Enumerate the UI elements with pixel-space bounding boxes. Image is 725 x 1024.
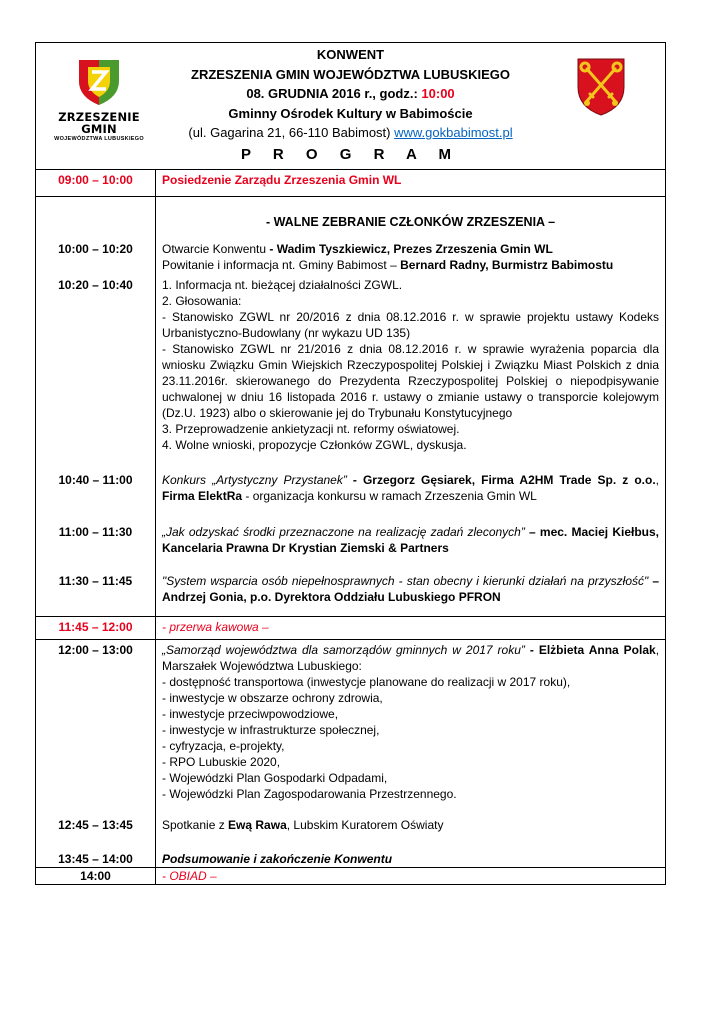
row-coffee-break: [36, 617, 666, 640]
curator-name: Ewą Rawa: [228, 818, 287, 832]
opening-speaker: - Wadim Tyszkiewicz, Prezes Zrzeszenia Gmin WL: [269, 242, 553, 256]
item-opening: [162, 241, 659, 277]
agenda-point: 1. Informacja nt. bieżącej działalności ZGWL.: [162, 278, 403, 292]
list-item: - RPO Lubuskie 2020,: [162, 755, 281, 769]
contest-speaker: - Grzegorz Gęsiarek, Firma A2HM Trade Sp. z o.o.: [352, 473, 656, 487]
list-item: - inwestycje przeciwpowodziowe,: [162, 707, 339, 721]
item-text: Posiedzenie Zarządu Zrzeszenia Gmin WL: [156, 170, 666, 197]
time-column-cell: [36, 197, 156, 617]
header-cell: [36, 43, 666, 170]
item-text: - OBIAD –: [156, 868, 666, 885]
start-time: 10:00: [421, 86, 455, 101]
agenda-point: 2. Głosowania:: [162, 294, 242, 308]
curator-text: Spotkanie z: [162, 818, 229, 832]
item-funds: [162, 524, 659, 573]
program-title: P R O G R A M: [241, 145, 460, 163]
agenda-point: 3. Przeprowadzenie ankietyzacji nt. reformy oświatowej.: [162, 422, 460, 436]
time-cell: 09:00 – 10:00: [36, 170, 156, 197]
babimost-coat-of-arms: [576, 57, 626, 121]
coat-of-arms-keys-icon: [576, 57, 626, 117]
curator-role: , Lubskim Kuratorem Oświaty: [286, 818, 444, 832]
funds-title: „Jak odzyskać środki przeznaczone na realizację zadań zleconych”: [162, 525, 530, 539]
time-cell: 11:00 – 11:30: [58, 525, 133, 539]
time-cell: 11:45 – 12:00: [36, 617, 156, 640]
time-cell: 10:20 – 10:40: [58, 278, 133, 292]
agenda-point: - Stanowisko ZGWL nr 20/2016 z dnia 08.12.2016 r. w sprawie projektu ustawy Kodeks Urbanistyczno-Budowlany (nr wykazu UD 135): [162, 310, 660, 340]
item-disability: [162, 573, 659, 605]
list-item: - Wojewódzki Plan Zagospodarowania Przestrzennego.: [162, 787, 457, 801]
address-text: (ul. Gagarina 21, 66-110 Babimost): [188, 125, 395, 140]
time-cell: 10:40 – 11:00: [58, 473, 133, 487]
time-cell: 11:30 – 11:45: [58, 574, 133, 588]
logo-name: ZRZESZENIE GMIN: [58, 110, 140, 136]
time-cell: 10:00 – 10:20: [58, 242, 133, 256]
time-column-cell: [36, 640, 156, 868]
row-voivodeship: [36, 640, 666, 868]
agenda-point: - Stanowisko ZGWL nr 21/2016 z dnia 08.12.2016 r. w sprawie wyrażenia poparcia dla wniosku Związku Gmin Wiejskich Rzeczypospolitej Polskiej i Związku Miast Polskich z dnia 23.11.2016r. skierowanego do Prezydenta Rzeczypospolitej Polskiej o niepodpisywanie uchwalonej w dniu 16 listopada 2016 r. ustawy o zmianie ustawy o transporcie kolejowym (Dz.U. 1923) albo o skierowanie jej do Trybunału Konstytucyjnego: [162, 342, 660, 420]
funds-speaker: – mec. Maciej Kiełbus, Kancelaria Prawna Dr Krystian Ziemski & Partners: [162, 525, 660, 555]
disability-speaker: – Andrzej Gonia, p.o. Dyrektora Oddziału Lubuskiego PFRON: [162, 574, 660, 604]
time-cell: 14:00: [36, 868, 156, 885]
item-text: - przerwa kawowa –: [156, 617, 666, 640]
item-curator: [162, 817, 659, 851]
row-lunch: [36, 868, 666, 885]
list-item: - dostępność transportowa (inwestycje planowane do realizacji w 2017 roku),: [162, 675, 571, 689]
header-row: [36, 43, 666, 170]
program-document: [35, 42, 665, 885]
item-marshal: [162, 642, 659, 817]
contest-desc: - organizacja konkursu w ramach Zrzeszenia Gmin WL: [242, 489, 537, 503]
marshal-role: , Marszałek Województwa Lubuskiego:: [162, 643, 660, 673]
zgwl-logo: [44, 57, 154, 143]
marshal-speaker: - Elżbieta Anna Polak: [529, 643, 656, 657]
header-venue: Gminny Ośrodek Kultury w Babimoście: [228, 105, 473, 121]
list-item: - inwestycje w obszarze ochrony zdrowia,: [162, 691, 383, 705]
zgwl-shield-icon: [76, 57, 122, 107]
summary-text: Podsumowanie i zakończenie Konwentu: [162, 852, 393, 866]
contest-company: Firma ElektRa: [162, 489, 243, 503]
time-cell: 12:00 – 13:00: [58, 643, 133, 657]
item-contest: [162, 472, 659, 524]
program-table: [35, 42, 666, 885]
row-zarzad: [36, 170, 666, 197]
time-cell: 13:45 – 14:00: [58, 852, 133, 866]
list-item: - cyfryzacja, e-projekty,: [162, 739, 285, 753]
row-walne: [36, 197, 666, 617]
website-link[interactable]: www.gokbabimost.pl: [394, 125, 513, 140]
list-item: - inwestycje w infrastrukturze społecznej,: [162, 723, 380, 737]
content-column-cell: [156, 640, 666, 868]
welcome-text: Powitanie i informacja nt. Gminy Babimost –: [162, 258, 401, 272]
opening-text: Otwarcie Konwentu: [162, 242, 270, 256]
item-summary: [162, 851, 659, 867]
header-line-2: ZRZESZENIA GMIN WOJEWÓDZTWA LUBUSKIEGO: [191, 66, 510, 82]
contest-sep: ,: [655, 473, 660, 487]
item-agenda: [162, 277, 659, 472]
agenda-point: 4. Wolne wnioski, propozycje Członków ZGWL, dyskusja.: [162, 438, 467, 452]
marshal-title: „Samorząd województwa dla samorządów gminnych w 2017 roku”: [162, 643, 530, 657]
time-cell: 12:45 – 13:45: [58, 818, 133, 832]
list-item: - Wojewódzki Plan Gospodarki Odpadami,: [162, 771, 388, 785]
header-line-1: KONWENT: [316, 47, 385, 62]
date-text: 08. GRUDNIA 2016 r., godz.:: [246, 86, 422, 101]
welcome-speaker: Bernard Radny, Burmistrz Babimostu: [400, 258, 614, 272]
logo-subtitle: WOJEWÓDZTWA LUBUSKIEGO: [54, 136, 144, 142]
disability-title: "System wsparcia osób niepełnosprawnych - stan obecny i kierunki działań na przyszłość": [162, 574, 649, 588]
section-heading: - WALNE ZEBRANIE CZŁONKÓW ZRZESZENIA –: [265, 215, 556, 229]
content-column-cell: [156, 197, 666, 617]
contest-title: Konkurs „Artystyczny Przystanek”: [162, 473, 353, 487]
